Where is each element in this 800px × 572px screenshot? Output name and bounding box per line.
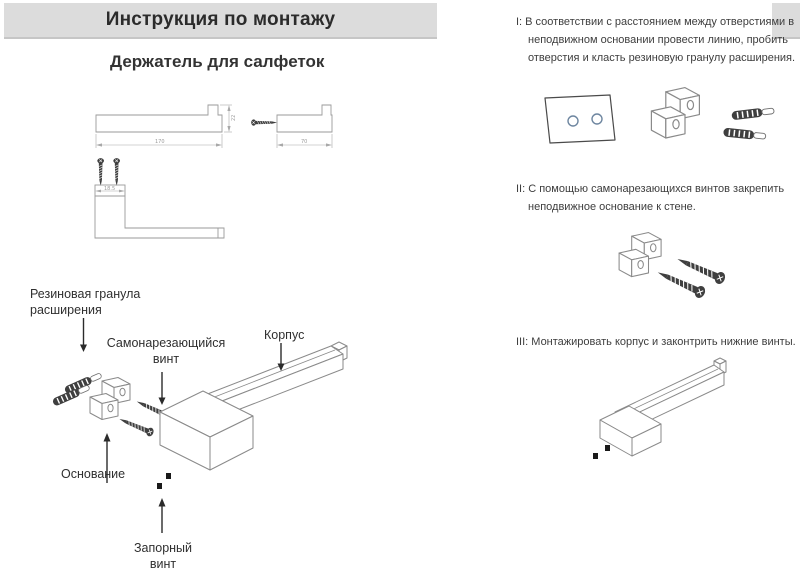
step-3-illustration-svg (585, 352, 760, 464)
holder-body-icon (600, 358, 726, 456)
label-rubber-plug: Резиновая гранула расширения (30, 287, 141, 317)
label-base: Основание (61, 467, 126, 481)
exploded-diagram-svg (40, 280, 380, 540)
label-body: Корпус (264, 328, 305, 342)
step-3-text: III: Монтажировать корпус и законтрить нижние винты. (516, 336, 796, 348)
top-view-drawing (95, 158, 224, 238)
base-block-icon (90, 378, 130, 420)
step-2-illustration-svg (605, 228, 755, 308)
dowel-icon (732, 107, 775, 120)
screw-icon (118, 415, 155, 437)
page-subtitle: Держатель для салфеток (110, 52, 325, 71)
step-1-illustration-svg (525, 85, 795, 165)
side-view-drawing (96, 105, 237, 148)
base-block-icon (651, 88, 699, 138)
locking-screw-squares (157, 473, 171, 489)
dowel-icon (723, 128, 766, 140)
end-view-drawing (251, 105, 332, 148)
dim-height: 22 (231, 114, 237, 121)
dim-length: 170 (155, 139, 165, 145)
step-1-text: I: В соответствии с расстоянием между отверстиями в неподвижном основании провести линию, пробить отверстия и класть резиновую гранулу расширения. (516, 16, 796, 64)
dim-depth: 70 (301, 139, 308, 145)
locking-screw-squares (593, 445, 610, 459)
header-band (4, 3, 437, 39)
tech-drawing-svg (70, 90, 350, 260)
label-self-tapping-screw: Самонарезающийся винт (106, 336, 226, 366)
label-locking-screw: Запорный винт (133, 541, 193, 571)
page-title: Инструкция по монтажу (105, 9, 336, 30)
wall-plate-icon (545, 95, 615, 143)
dim-hole-spacing: 18.5 (104, 186, 116, 192)
step-2-text: II: С помощью самонарезающихся винтов закрепить неподвижное основание к стене. (516, 183, 785, 213)
base-block-icon (619, 233, 661, 277)
